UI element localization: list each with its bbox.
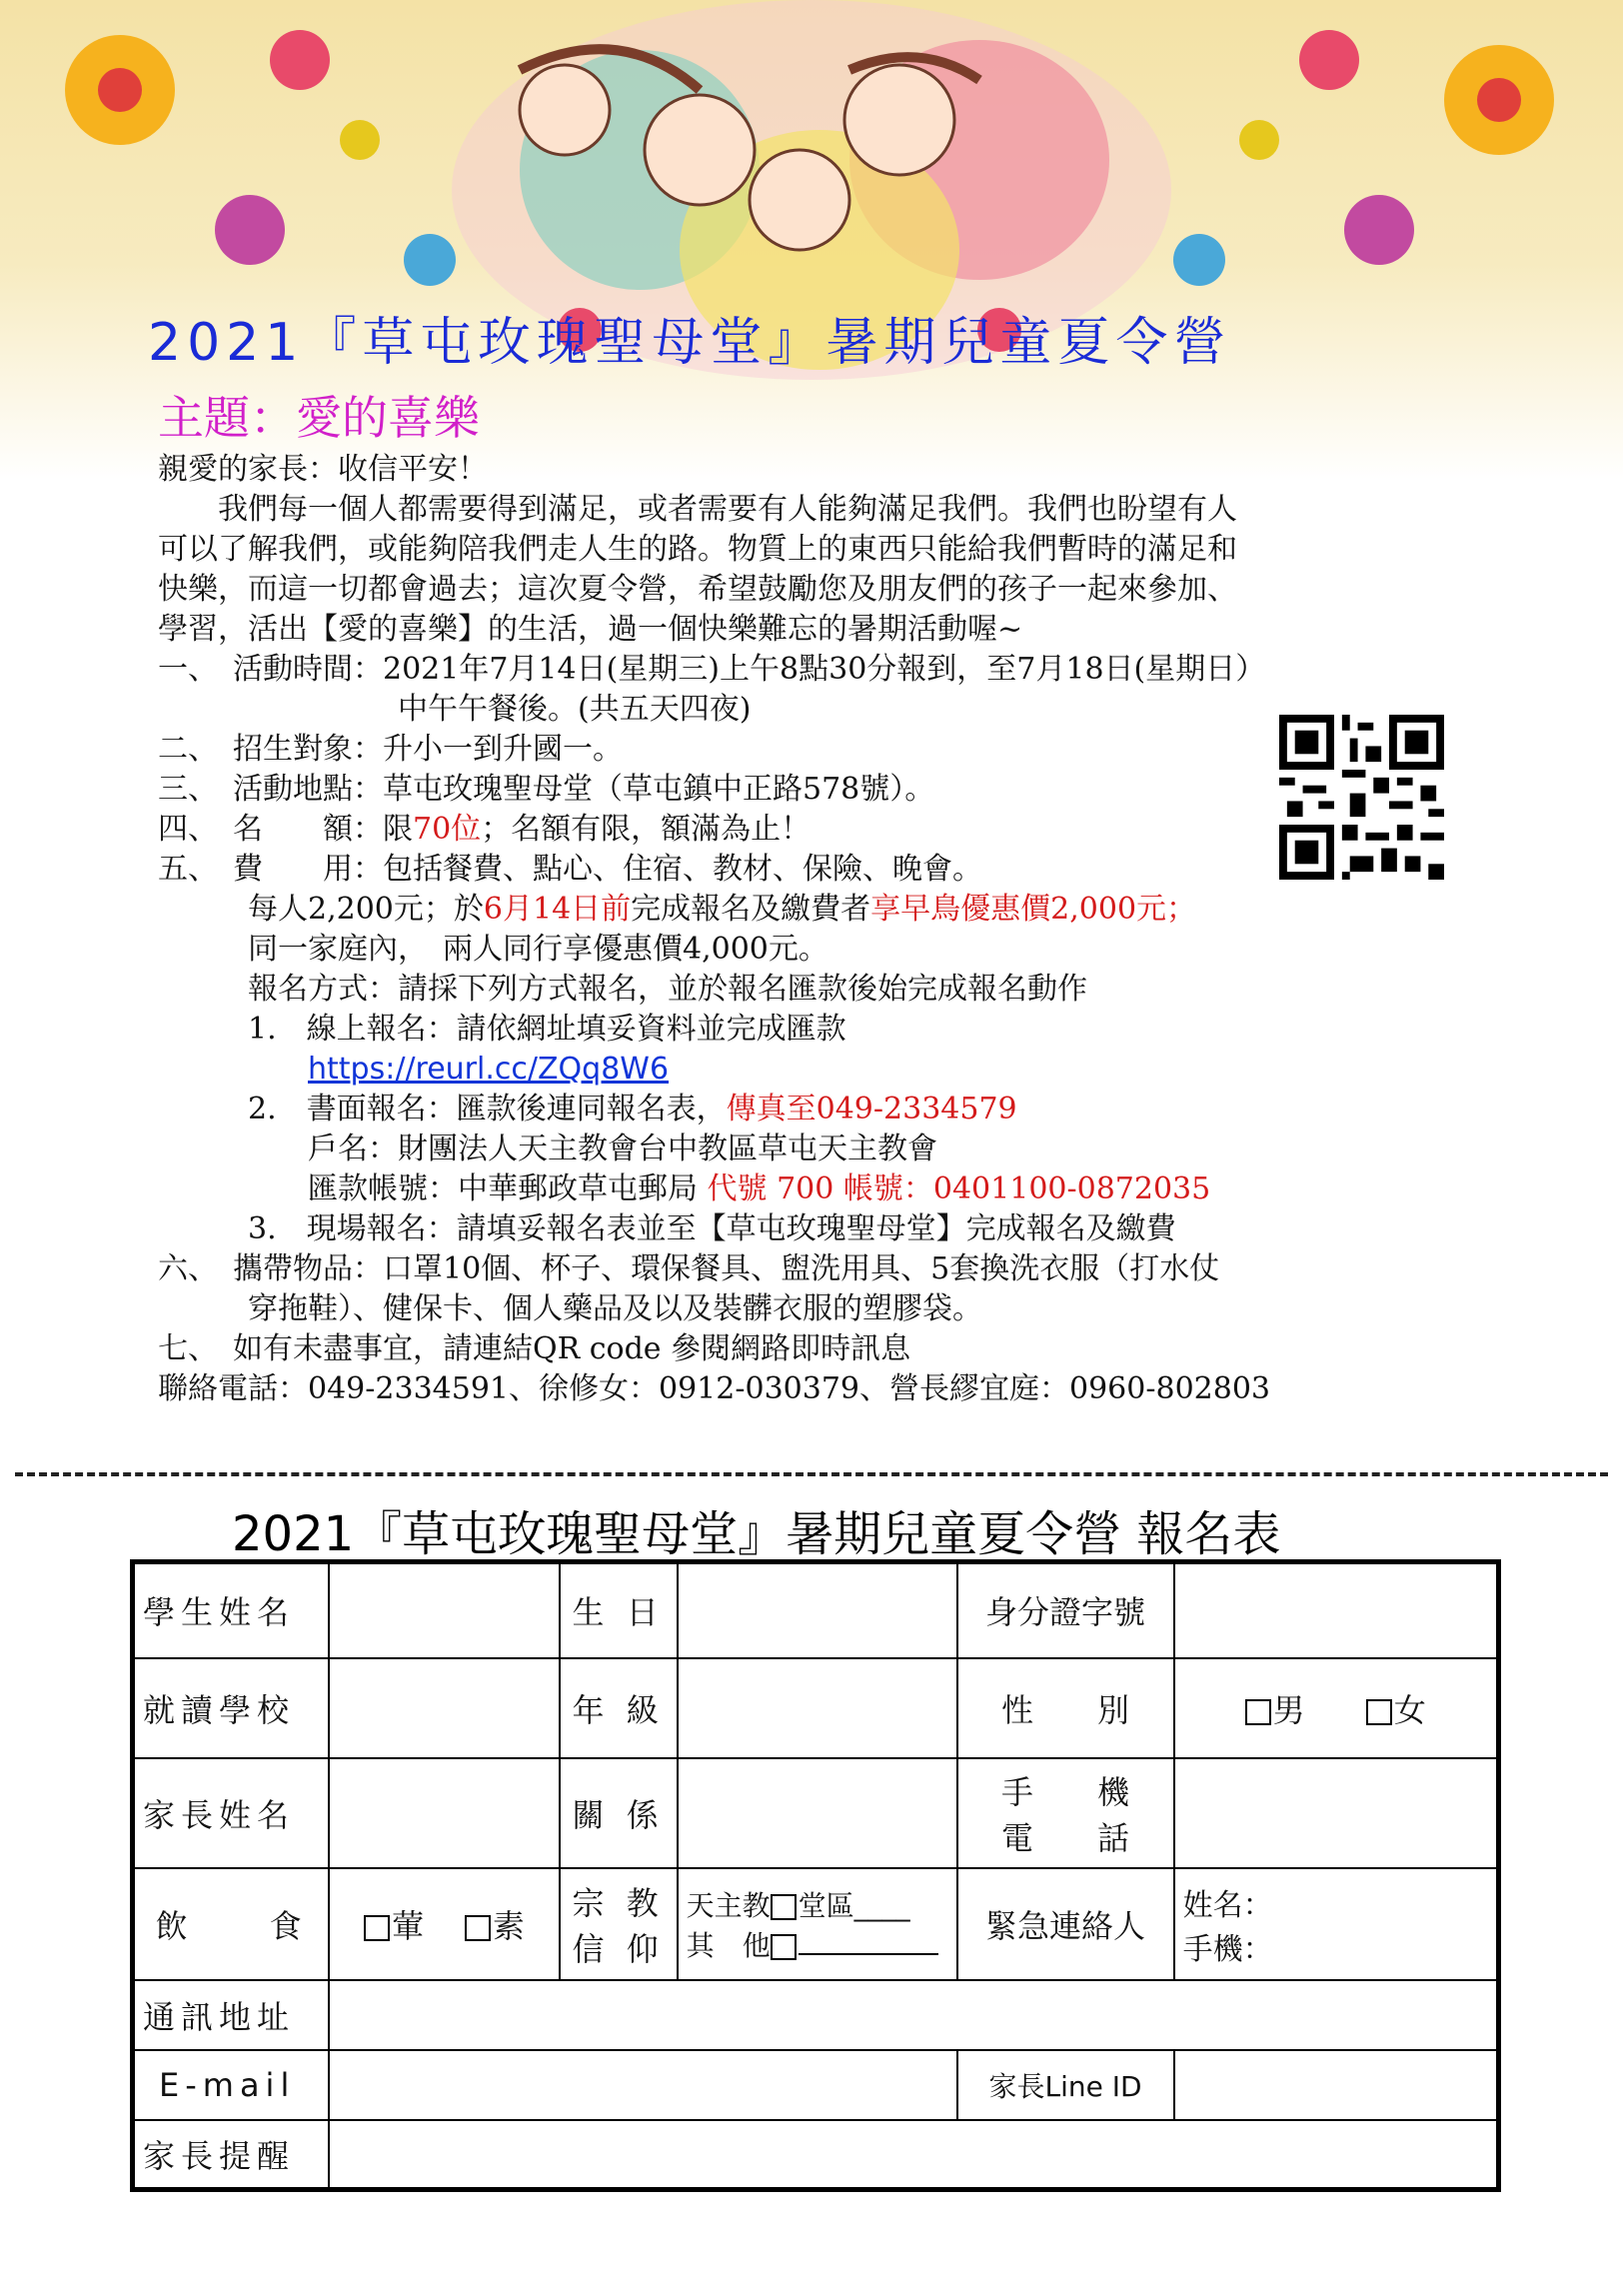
other-religion-blank[interactable]	[799, 1953, 938, 1955]
school-label: 就讀學校	[133, 1658, 330, 1758]
letter-body	[158, 450, 1517, 1409]
female-checkbox[interactable]	[1366, 1699, 1392, 1725]
meat-checkbox[interactable]	[364, 1915, 390, 1941]
mobile-field[interactable]	[1174, 1758, 1499, 1868]
fee-text: 每人2,200元；於	[158, 892, 484, 927]
birthday-field[interactable]	[678, 1562, 957, 1658]
other-religion-checkbox[interactable]	[771, 1934, 797, 1960]
link-indent	[158, 1052, 308, 1087]
early-bird-price: 享早鳥優惠價2,000元；	[870, 892, 1197, 927]
account-number-line	[158, 1169, 1517, 1209]
parent-name-label: 家長姓名	[133, 1758, 330, 1868]
item-method: 報名方式：請採下列方式報名，並於報名匯款後始完成報名動作	[158, 972, 1087, 1007]
catholic-checkbox[interactable]	[771, 1894, 797, 1920]
account-name: 戶名：財團法人天主教會台中教區草屯天主教會	[158, 1132, 937, 1166]
emergency-contact-label: 緊急連絡人	[957, 1868, 1174, 1980]
line-id-label: 家長Line ID	[957, 2050, 1174, 2120]
vegetarian-label: 素	[492, 1906, 525, 1945]
method-onsite: 3. 現場報名：請填妥報名表並至【草屯玫瑰聖母堂】完成報名及繳費	[158, 1211, 1176, 1246]
item-bring-cont: 穿拖鞋）、健保卡、個人藥品及以及裝髒衣服的塑膠袋。	[158, 1291, 982, 1326]
form-title: 2021『草屯玫瑰聖母堂』暑期兒童夏令營 報名表	[232, 1506, 1281, 1562]
item-target: 二、 招生對象：升小一到升國一。	[158, 732, 623, 767]
item-fee: 五、 費 用：包括餐費、點心、住宿、教材、保險、晚會。	[158, 852, 982, 887]
male-label: 男	[1272, 1690, 1305, 1729]
item-place: 三、 活動地點：草屯玫瑰聖母堂（草屯鎮中正路578號）。	[158, 772, 935, 807]
paragraph-line: 我們每一個人都需要得到滿足，或者需要有人能夠滿足我們。我們也盼望有人	[158, 492, 1237, 527]
emergency-phone-label: 手機：	[1182, 1931, 1273, 1967]
greeting: 親愛的家長：收信平安！	[158, 452, 488, 487]
paper-text: 2. 書面報名：匯款後連同報名表，	[158, 1092, 727, 1127]
paragraph-line: 學習，活出【愛的喜樂】的生活，過一個快樂難忘的暑期活動喔~	[158, 612, 1023, 647]
fee-text-mid: 完成報名及繳費者	[631, 892, 871, 927]
school-field[interactable]	[329, 1658, 559, 1758]
method-paper	[158, 1090, 1517, 1130]
item-fee-price	[158, 890, 1517, 930]
reminder-field[interactable]	[329, 2120, 1498, 2190]
religion-label-line1: 宗 教	[572, 1883, 665, 1922]
cut-line-divider	[15, 1472, 1608, 1476]
registration-link[interactable]: https://reurl.cc/ZQq8W6	[308, 1052, 670, 1087]
male-checkbox[interactable]	[1245, 1699, 1271, 1725]
account-text: 匯款帳號：中華郵政草屯郵局	[158, 1171, 708, 1206]
grade-label: 年 級	[560, 1658, 678, 1758]
student-name-field[interactable]	[329, 1562, 559, 1658]
gender-field	[1174, 1658, 1499, 1758]
other-religion-label: 其 他	[686, 1928, 771, 1962]
early-deadline: 6月14日前	[483, 892, 632, 927]
contact-phones: 聯絡電話：049-2334591、徐修女：0912-030379、營長繆宜庭：0960-802803	[158, 1371, 1271, 1406]
qr-code-icon[interactable]	[1279, 715, 1444, 880]
birthday-label: 生 日	[560, 1562, 678, 1658]
email-label: E-mail	[133, 2050, 330, 2120]
form-row	[133, 1758, 1499, 1868]
account-number: 代號 700 帳號：0401100-0872035	[707, 1171, 1211, 1206]
method-online-link-line	[158, 1050, 1517, 1090]
diet-field	[329, 1868, 559, 1980]
form-row	[133, 1562, 1499, 1658]
item-other: 七、 如有未盡事宜，請連結QR code 參閱網路即時訊息	[158, 1331, 911, 1366]
meat-label: 葷	[392, 1906, 425, 1945]
quota-text-end: ；名額有限，額滿為止！	[481, 812, 812, 847]
email-field[interactable]	[329, 2050, 956, 2120]
reminder-label: 家長提醒	[133, 2120, 330, 2190]
id-number-field[interactable]	[1174, 1562, 1499, 1658]
emergency-contact-field	[1174, 1868, 1499, 1980]
address-field[interactable]	[329, 1980, 1498, 2050]
address-label: 通訊地址	[133, 1980, 330, 2050]
quota-text: 四、 名 額：限	[158, 812, 413, 847]
item-time-cont: 中午午餐後。(共五天四夜)	[158, 692, 752, 727]
item-fee-family: 同一家庭內， 兩人同行享優惠價4,000元。	[158, 932, 828, 967]
relation-label: 關 係	[560, 1758, 678, 1868]
student-name-label: 學生姓名	[133, 1562, 330, 1658]
form-row	[133, 2050, 1499, 2120]
page-title: 2021『草屯玫瑰聖母堂』暑期兒童夏令營	[148, 313, 1232, 373]
catholic-label: 天主教	[686, 1888, 771, 1922]
item-bring: 六、 攜帶物品：口罩10個、杯子、環保餐具、盥洗用具、5套換洗衣服（打水仗	[158, 1251, 1220, 1286]
parish-label: 堂區____	[798, 1888, 910, 1922]
item-time: 一、 活動時間：2021年7月14日(星期三)上午8點30分報到，至7月18日(星期日）	[158, 652, 1266, 687]
female-label: 女	[1393, 1690, 1426, 1729]
religion-field	[678, 1868, 957, 1980]
emergency-name-label: 姓名：	[1182, 1887, 1273, 1923]
fax-number: 傳真至049-2334579	[726, 1092, 1017, 1127]
line-id-field[interactable]	[1174, 2050, 1499, 2120]
form-row	[133, 2120, 1499, 2190]
religion-label	[560, 1868, 678, 1980]
grade-field[interactable]	[678, 1658, 957, 1758]
registration-form-table	[130, 1559, 1501, 2192]
mobile-label	[957, 1758, 1174, 1868]
gender-label: 性 別	[957, 1658, 1174, 1758]
id-number-label: 身分證字號	[957, 1562, 1174, 1658]
diet-label: 飲 食	[133, 1868, 330, 1980]
form-row	[133, 1980, 1499, 2050]
paragraph-line: 快樂，而這一切都會過去；這次夏令營，希望鼓勵您及朋友們的孩子一起來參加、	[158, 572, 1237, 607]
form-row	[133, 1868, 1499, 1980]
theme-subtitle: 主題：愛的喜樂	[158, 391, 480, 445]
method-online: 1. 線上報名：請依網址填妥資料並完成匯款	[158, 1012, 846, 1047]
form-row	[133, 1658, 1499, 1758]
quota-number: 70位	[413, 812, 482, 847]
mobile-label-line1: 手 機	[1001, 1772, 1130, 1811]
paragraph-line: 可以了解我們，或能夠陪我們走人生的路。物質上的東西只能給我們暫時的滿足和	[158, 532, 1237, 567]
parent-name-field[interactable]	[329, 1758, 559, 1868]
mobile-label-line2: 電 話	[1001, 1818, 1130, 1857]
vegetarian-checkbox[interactable]	[465, 1915, 491, 1941]
religion-label-line2: 信 仰	[572, 1929, 665, 1968]
relation-field[interactable]	[678, 1758, 957, 1868]
